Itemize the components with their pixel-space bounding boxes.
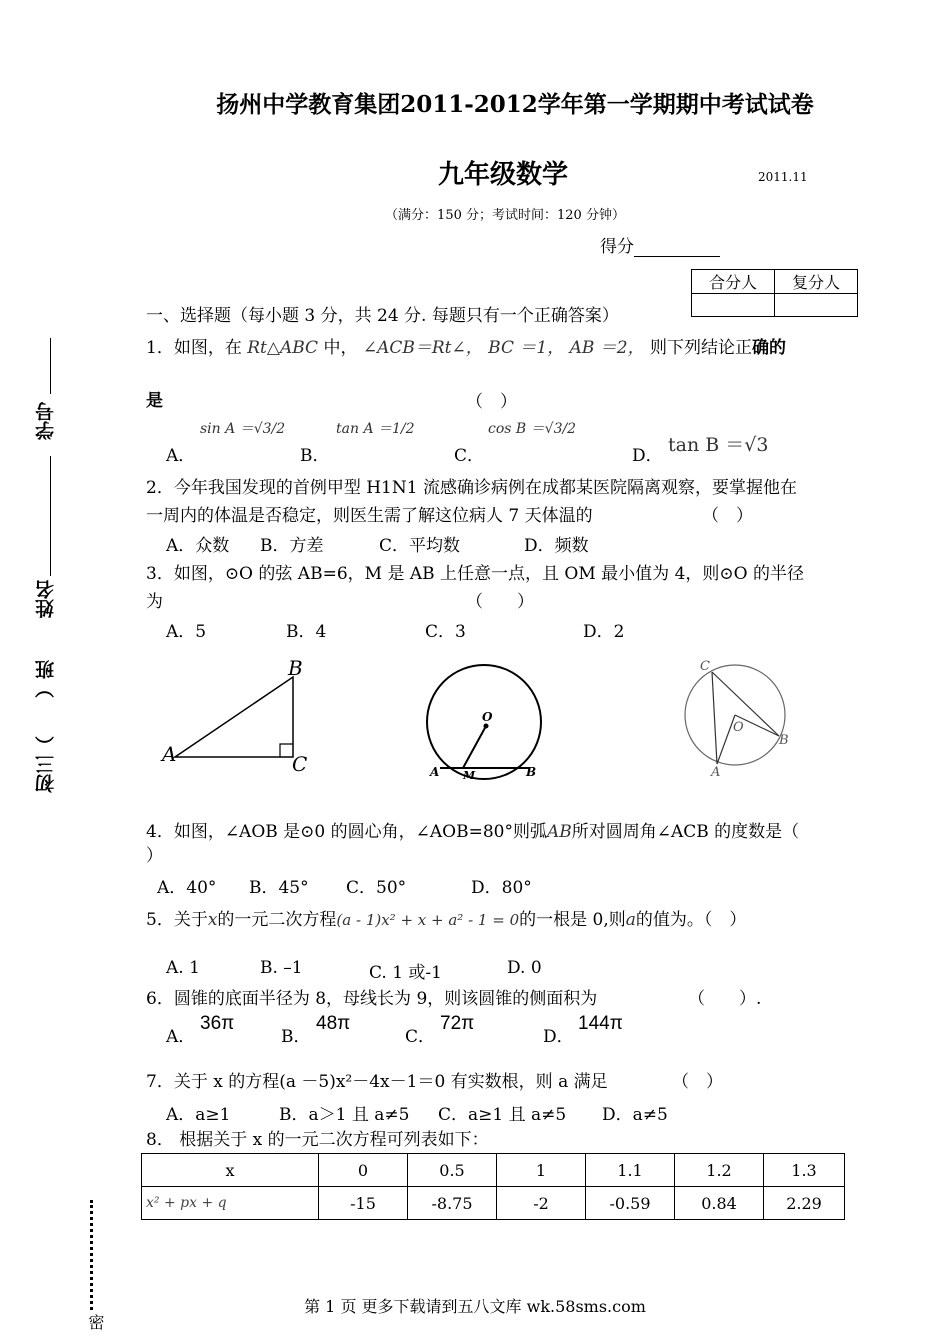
q6-option-b: B． <box>281 1027 311 1047</box>
q1-line2: 是 <box>146 391 163 411</box>
q1-answer-blank: （ ） <box>466 392 517 412</box>
q7-option-c: C．a≥1 且 a≠5 <box>438 1105 567 1125</box>
q4-option-b: B．45° <box>249 878 309 898</box>
side-xuehao: 学号 <box>35 402 57 440</box>
table-cell: 1 <box>497 1154 586 1187</box>
score-label: 得分 <box>600 237 634 257</box>
table-cell: -0.59 <box>586 1187 675 1220</box>
table-row <box>142 1154 845 1187</box>
figure-circle-inscribed <box>675 652 805 782</box>
center-o <box>484 724 489 729</box>
table-cell: 1.3 <box>764 1154 845 1187</box>
q1-math-ab: AB ＝2， <box>569 338 645 358</box>
chord-cb <box>712 672 779 736</box>
q6-option-a-value: 36π <box>200 1013 235 1034</box>
q5-text-post: 的一根是 0,则 <box>519 910 626 930</box>
page-footer: 第 1 页 更多下载请到五八文库 wk.58sms.com <box>304 1297 646 1316</box>
q4-option-a: A．40° <box>157 878 217 898</box>
chord-ca <box>712 672 717 764</box>
circ2-label-a: A <box>711 765 721 780</box>
q4-arc-ab: AB <box>546 822 572 842</box>
figure-right-triangle <box>150 655 330 780</box>
side-line-1 <box>50 338 51 394</box>
q2-answer-blank: （ ） <box>702 506 753 526</box>
side-xingming: 姓名 <box>35 580 57 618</box>
grader-table <box>691 269 858 317</box>
q1-option-b-math: tan A ＝1/2 <box>336 421 415 437</box>
circ1-label-a: A <box>430 765 440 779</box>
q5-var-a: a <box>625 910 636 930</box>
tri-label-b: B <box>288 656 303 680</box>
q5-option-b: B. –1 <box>260 958 303 978</box>
q6-option-c: C． <box>405 1027 436 1047</box>
segment-om <box>463 726 486 768</box>
q7-option-a: A．a≥1 <box>166 1105 231 1125</box>
q6-line: 6．圆锥的底面半径为 8，母线长为 9，则该圆锥的侧面积为 <box>146 989 598 1009</box>
subject-title: 九年级数学 <box>438 160 569 190</box>
side-line-2 <box>50 456 51 576</box>
q4-option-c: C．50° <box>346 878 407 898</box>
q3-option-c: C．3 <box>425 622 466 642</box>
table-cell-expression: x² + px + q <box>142 1187 319 1220</box>
q1-option-d-math: tan B ＝√3 <box>668 434 769 456</box>
table-cell: -15 <box>319 1187 408 1220</box>
q1-text-post: 则下列结论正 <box>650 338 753 358</box>
q5-equation: (a - 1)x² + x + a² - 1 = 0 <box>336 911 520 929</box>
q4-option-d: D．80° <box>471 878 532 898</box>
grader-cell-1 <box>692 294 775 317</box>
q1-math-angle: ∠ACB＝Rt∠， <box>362 338 483 358</box>
q5-var-x: x <box>207 910 218 930</box>
question-1 <box>146 334 866 362</box>
side-class: 初三（ ）班 <box>35 660 57 793</box>
q7-option-b: B．a＞1 且 a≠5 <box>279 1105 410 1125</box>
table-cell: 1.1 <box>586 1154 675 1187</box>
exam-title: 扬州中学教育集团2011-2012学年第一学期期中考试试卷 <box>216 91 814 118</box>
q1-option-c-math: cos B ＝√3/2 <box>488 421 577 437</box>
grader-header-2: 复分人 <box>775 270 858 294</box>
q1-option-d: D． <box>632 446 663 466</box>
q8-table <box>141 1153 845 1220</box>
q5-option-d: D. 0 <box>507 958 542 978</box>
q1-text-bold: 确的 <box>752 338 787 358</box>
section-1-heading: 一、选择题（每小题 3 分，共 24 分. 每题只有一个正确答案） <box>146 306 619 326</box>
q2-line2: 一周内的体温是否稳定，则医生需了解这位病人 7 天体温的 <box>146 506 593 526</box>
grader-cell-2 <box>775 294 858 317</box>
q5-text-pre: 5．关于 <box>146 910 208 930</box>
grader-header-1: 合分人 <box>692 270 775 294</box>
q4-text-post: 所对圆周角∠ACB 的度数是（ <box>571 822 800 842</box>
q1-math-bc: BC ＝1， <box>488 338 565 358</box>
exam-date: 2011.11 <box>758 170 808 184</box>
q3-option-a: A．5 <box>166 622 207 642</box>
exam-meta: （满分：150 分；考试时间：120 分钟） <box>385 208 625 223</box>
q5-text-end: 的值为。（ ） <box>635 910 747 930</box>
q4-line2: ） <box>146 846 163 866</box>
table-cell: -8.75 <box>408 1187 497 1220</box>
table-cell: 2.29 <box>764 1187 845 1220</box>
table-cell: x <box>142 1154 319 1187</box>
table-cell: 1.2 <box>675 1154 764 1187</box>
q7-option-d: D．a≠5 <box>602 1105 668 1125</box>
q5-text-mid: 的一元二次方程 <box>217 910 337 930</box>
score-blank <box>634 240 720 257</box>
triangle-shape <box>175 677 293 757</box>
q2-option-b: B．方差 <box>260 536 324 556</box>
q1-option-c: C． <box>454 446 485 466</box>
q6-answer-blank: （ ）. <box>688 989 762 1009</box>
q1-math-triangle: Rt△ABC <box>247 338 319 358</box>
q4-text-pre: 4．如图，∠AOB 是⊙0 的圆心角，∠AOB=80°则弧 <box>146 822 547 842</box>
q6-option-b-value: 48π <box>316 1013 351 1034</box>
tri-label-c: C <box>292 752 308 776</box>
q7-line: 7．关于 x 的方程(a －5)x²－4x－1＝0 有实数根，则 a 满足 <box>146 1072 608 1092</box>
q1-option-b: B． <box>300 446 330 466</box>
q2-option-d: D．频数 <box>524 536 589 556</box>
circ2-label-o: O <box>733 720 744 735</box>
circ1-label-m: M <box>463 769 476 782</box>
circ2-label-b: B <box>779 733 789 748</box>
circ2-label-c: C <box>700 659 710 674</box>
q6-option-d-value: 144π <box>578 1013 623 1034</box>
q3-option-b: B．4 <box>286 622 327 642</box>
q1-text-pre: 1．如图，在 <box>146 338 242 358</box>
q7-answer-blank: （ ） <box>672 1072 723 1092</box>
q4-line1 <box>146 818 866 846</box>
q3-line1: 3．如图，⊙O 的弦 AB=6，M 是 AB 上任意一点，且 OM 最小值为 4，则⊙O 的半径 <box>146 564 804 584</box>
q3-line2: 为 <box>146 592 163 612</box>
q5-line <box>146 906 866 934</box>
q8-line: 8． 根据关于 x 的一元二次方程可列表如下： <box>146 1130 489 1150</box>
q1-option-a-math <box>200 418 285 438</box>
q2-option-c: C．平均数 <box>379 536 461 556</box>
q3-option-d: D．2 <box>583 622 625 642</box>
circ1-label-o: O <box>482 710 493 724</box>
table-cell: 0.84 <box>675 1187 764 1220</box>
q6-option-c-value: 72π <box>440 1013 475 1034</box>
score-field <box>600 232 720 257</box>
q2-option-a: A．众数 <box>166 536 230 556</box>
table-row <box>142 1187 845 1220</box>
table-cell: 0.5 <box>408 1154 497 1187</box>
q5-option-a: A. 1 <box>166 958 200 978</box>
q2-line1: 2．今年我国发现的首例甲型 H1N1 流感确诊病例在成都某医院隔离观察，要掌握他在 <box>146 478 797 498</box>
table-cell: 0 <box>319 1154 408 1187</box>
q1-text-mid: 中， <box>323 338 358 358</box>
tri-label-a: A <box>162 742 177 766</box>
circ1-label-b: B <box>526 765 537 779</box>
figure-circle-chord <box>420 660 560 785</box>
q6-option-a: A． <box>166 1027 196 1047</box>
q3-answer-blank: （ ） <box>466 592 534 612</box>
side-mi: 密 <box>86 1314 105 1330</box>
q1-option-a-formula: sin A ＝√3/2 <box>200 421 286 437</box>
q6-option-d: D． <box>543 1027 574 1047</box>
q5-option-c: C. 1 或-1 <box>369 963 442 983</box>
q1-option-a: A． <box>166 446 196 466</box>
table-cell: -2 <box>497 1187 586 1220</box>
